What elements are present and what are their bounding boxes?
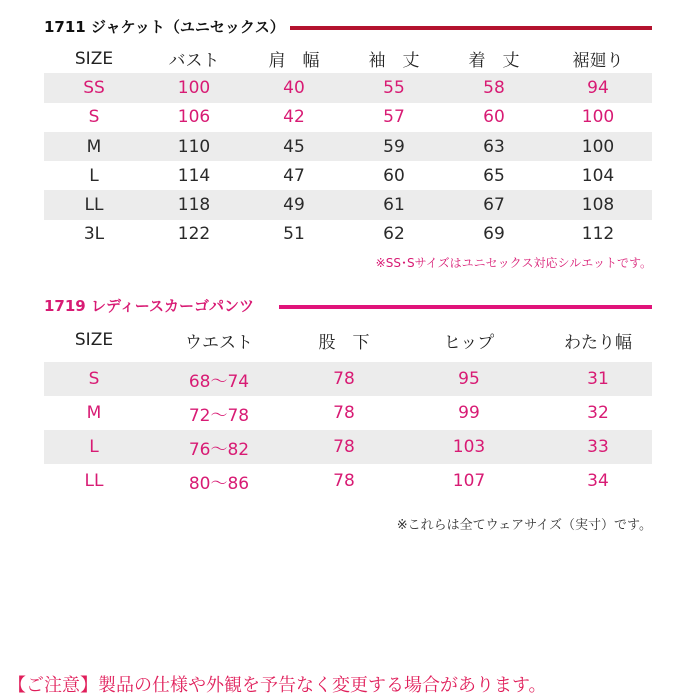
table-cell: LL — [44, 190, 144, 219]
table-cell: 107 — [452, 471, 486, 491]
table-cell: 33 — [544, 430, 652, 464]
table-row — [44, 161, 652, 190]
pants-note: ※これらは全てウェアサイズ（実寸）です。 — [396, 518, 652, 533]
pants-col-waist: ウエスト — [185, 332, 253, 353]
table-cell: 68〜74 — [144, 362, 294, 396]
table-cell: SS — [44, 73, 144, 102]
table-cell: 40 — [244, 73, 344, 102]
table-cell: 3L — [83, 224, 105, 245]
table-cell: 42 — [283, 107, 305, 128]
table-cell: 108 — [544, 190, 652, 219]
table-cell: 100 — [581, 107, 615, 128]
table-cell: L — [44, 430, 144, 464]
table-cell: M — [86, 403, 102, 423]
table-cell: L — [89, 165, 99, 186]
table-row — [44, 190, 652, 219]
table-row — [44, 430, 652, 464]
pants-size-table — [44, 323, 652, 498]
table-cell: 78 — [333, 471, 355, 491]
table-cell: 100 — [144, 73, 244, 102]
table-cell: 78 — [333, 403, 355, 423]
table-cell: 104 — [581, 165, 615, 186]
table-row — [44, 464, 652, 498]
table-row — [44, 73, 652, 102]
table-cell: 45 — [244, 132, 344, 161]
pants-title: 1719 レディースカーゴパンツ — [44, 297, 255, 315]
table-cell: S — [88, 107, 100, 128]
table-cell: 59 — [344, 132, 444, 161]
table-cell: 100 — [544, 132, 652, 161]
table-cell: 60 — [383, 165, 405, 186]
jacket-header-row — [44, 44, 652, 73]
jacket-title-underline — [290, 26, 652, 30]
jacket-note: ※SS･Sサイズはユニセックス対応シルエットです。 — [375, 256, 652, 270]
table-cell: 31 — [544, 362, 652, 396]
table-row — [44, 103, 652, 132]
table-cell: LL — [84, 471, 104, 491]
table-cell: 65 — [483, 165, 505, 186]
table-cell: 110 — [144, 132, 244, 161]
jacket-size-table — [44, 44, 652, 249]
table-cell: 112 — [581, 224, 615, 245]
pants-header-row — [44, 323, 652, 357]
pants-col-hip: ヒップ — [443, 332, 495, 353]
table-cell: 78 — [294, 430, 394, 464]
table-cell: 106 — [177, 107, 211, 128]
table-cell: 55 — [344, 73, 444, 102]
table-cell: 49 — [244, 190, 344, 219]
jacket-col-sleeve: 袖 丈 — [368, 51, 420, 72]
jacket-col-length: 着 丈 — [468, 51, 520, 72]
table-cell: 61 — [344, 190, 444, 219]
jacket-col-hem: 裾廻り — [572, 51, 624, 72]
table-cell: S — [44, 362, 144, 396]
table-cell: 78 — [294, 362, 394, 396]
table-cell: 62 — [383, 224, 405, 245]
table-row — [44, 362, 652, 396]
table-cell: 47 — [283, 165, 305, 186]
pants-col-inseam: 股 下 — [318, 332, 370, 353]
table-cell: 34 — [587, 471, 609, 491]
table-cell: 94 — [544, 73, 652, 102]
table-cell: 60 — [483, 107, 505, 128]
table-cell: 32 — [587, 403, 609, 423]
table-cell: 95 — [394, 362, 544, 396]
table-cell: M — [44, 132, 144, 161]
table-cell: 51 — [283, 224, 305, 245]
table-cell: 99 — [458, 403, 480, 423]
pants-col-size: SIZE — [74, 330, 114, 350]
table-row — [44, 396, 652, 430]
table-cell: 114 — [177, 165, 211, 186]
table-cell: 103 — [394, 430, 544, 464]
table-cell: 76〜82 — [144, 430, 294, 464]
table-cell: 72〜78 — [188, 405, 250, 426]
jacket-title: 1711 ジャケット（ユニセックス） — [44, 18, 285, 36]
table-row — [44, 132, 652, 161]
jacket-col-size: SIZE — [74, 48, 114, 69]
table-cell: 69 — [483, 224, 505, 245]
caution-notice: 【ご注意】製品の仕様や外観を予告なく変更する場合があります。 — [8, 675, 547, 696]
table-cell: 57 — [383, 107, 405, 128]
table-cell: 122 — [177, 224, 211, 245]
jacket-col-bust: バスト — [168, 51, 220, 72]
table-cell: 67 — [444, 190, 544, 219]
table-cell: 118 — [144, 190, 244, 219]
jacket-col-shoulder: 肩 幅 — [268, 51, 320, 72]
pants-title-underline — [279, 305, 652, 309]
table-cell: 80〜86 — [188, 473, 250, 494]
table-row — [44, 220, 652, 249]
pants-col-thigh: わたり幅 — [564, 332, 632, 353]
table-cell: 63 — [444, 132, 544, 161]
table-cell: 58 — [444, 73, 544, 102]
